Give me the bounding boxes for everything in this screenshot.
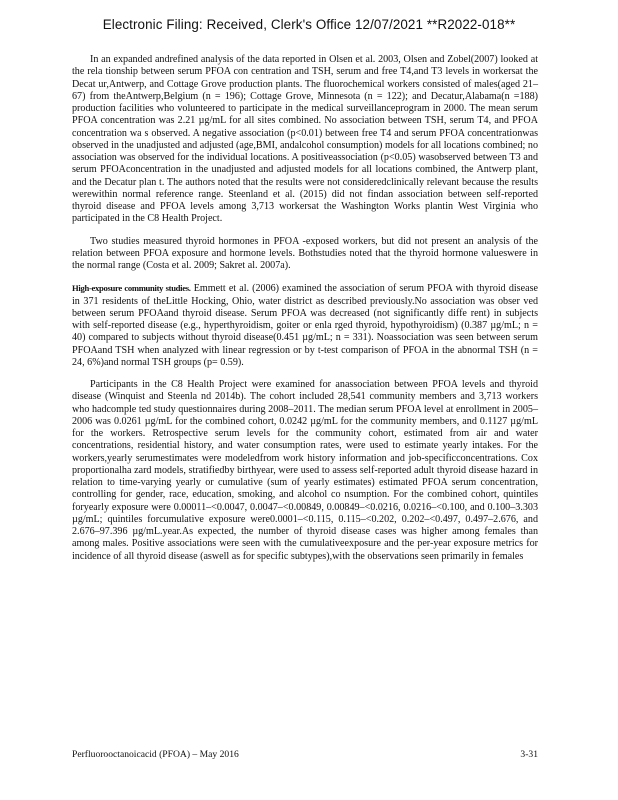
paragraph-thyroid-hormone-studies: Two studies measured thyroid hormones in PFOA -exposed workers, but did not present an analysis of the relation between PFOA exposure and hormone levels. Bothstudies noted that the thyroid hormone valueswere in the normal range (Costa et al. 2009; Sakret al. 2007a). [72,235,538,271]
paragraph-thyroid-workers: In an expanded andrefined analysis of the data reported in Olsen et al. 2003, Olsen and Zobel(2007) looked at the rela tionship between serum PFOA con centration and TSH, serum and free T4,and T3 levels in workersat the Decat ur,Antwerp, and Cottage Grove production plants. The fluorochemical workers consisted of males(aged 21–67) from theAntwerp,Belgium (n = 196); Cottage Grove, Minnesota (n = 122); and Decatur,Alabama(n =188) production facilities who volunteered to participate in the medical surveillanceprogram in 2000. The mean serum PFOA concentration was 2.21 µg/mL for all sites combined. No association between TSH, serum T4, and PFOA concentration wa s observed. A negative association (p<0.01) between free T4 and serum PFOA concentrationwas observed in the unadjusted and adjusted (age,BMI, andalcohol consumption) models for all locations combined; no association was observed for the individual locations. A positiveassociation (p<0.05) wasobserved between T3 and serum PFOAconcentration in the unadjusted and adjusted models for all locations combined, the Antwerp plant, and the Decatur plan t. The authors noted that the results were not consideredclinically relevant because the results werewithin normal reference range. Steenland et al. (2015) did not findan association between self-reported thyroid disease and PFOA levels among 3,713 workersat the Washington Works plantin West Virginia who participated in the C8 Health Project. [72,54,538,225]
document-body [72,54,538,573]
footer-document-title: Perfluorooctanoicacid (PFOA) – May 2016 [72,749,239,760]
paragraph-high-exposure-community [72,282,538,369]
page-number: 3-31 [520,749,538,760]
paragraph-c8-health-project: Participants in the C8 Health Project were examined for anassociation between PFOA levels and thyroid disease (Winquist and Steenla nd 2014b). The cohort included 28,541 community members and 3,713 workers who hadcomple ted study questionnaires during 2008–2011. The median serum PFOA level at enrollment in 2005–2006 was 0.0261 µg/mL for the combined cohort, 0.0242 µg/mL for the community members, and 0.1127 µg/mL for the workers. Retrospective serum levels for the community cohort, estimated from air and water concentrations, residential history, and water consumption rates, were used to estimate yearly intakes. For the workers,yearly serumestimates were modeledfrom work history information and job-specificconcentrations. Cox proportionalha zard models, stratifiedby birthyear, were used to assess self-reported adult thyroid disease hazard in relation to time-varying yearly or cumulative (sum of yearly estimates) estimated PFOA serum concentration, controlling for gender, race, education, smoking, and alcohol co nsumption. For the combined cohort, quintiles foryearly exposure were 0.00011–<0.0047, 0.0047–<0.00849, 0.00849–<0.0216, 0.0216–<0.100, and 0.100–3.303 µg/mL; quintiles forcumulative exposure were0.0001–<0.115, 0.115–<0.202, 0.202–<0.497, 0.497–2.676, and 2.676–97.396 µg/mL.year.As expected, the number of thyroid disease cases was higher among females than among males. Positive associations were seen with the cumulativeexposure and the per-year exposure metrics for incidence of all thyroid disease (aswell as for specific subtypes),with the observations seen primarily in females [72,379,538,562]
runin-text: Emmett et al. (2006) examined the association of serum PFOA with thyroid disease in 371 residents of theLittle Hocking, Ohio, water district as described previously.No association was obser ved between serum PFOAand thyroid disease. Serum PFOA was decreased (not significantly diffe rent) in subjects with self-reported disease (e.g., hyperthyroidism, goiter or enla rged thyroid, hypothyroidism) (0.387 µg/mL; n = 40) compared to subjects without thyroid disease(0.451 µg/mL; n = 331). Noassociation was seen between serum PFOAand TSH when analyzed with linear regression or by t-test comparison of PFOA in the abnormal TSH (n = 24, 6%)and normal TSH groups (p= 0.59). [72,283,538,368]
runin-heading: High-exposure community studies. [72,283,191,294]
filing-stamp-header: Electronic Filing: Received, Clerk's Office 12/07/2021 **R2022-018** [102,17,516,32]
